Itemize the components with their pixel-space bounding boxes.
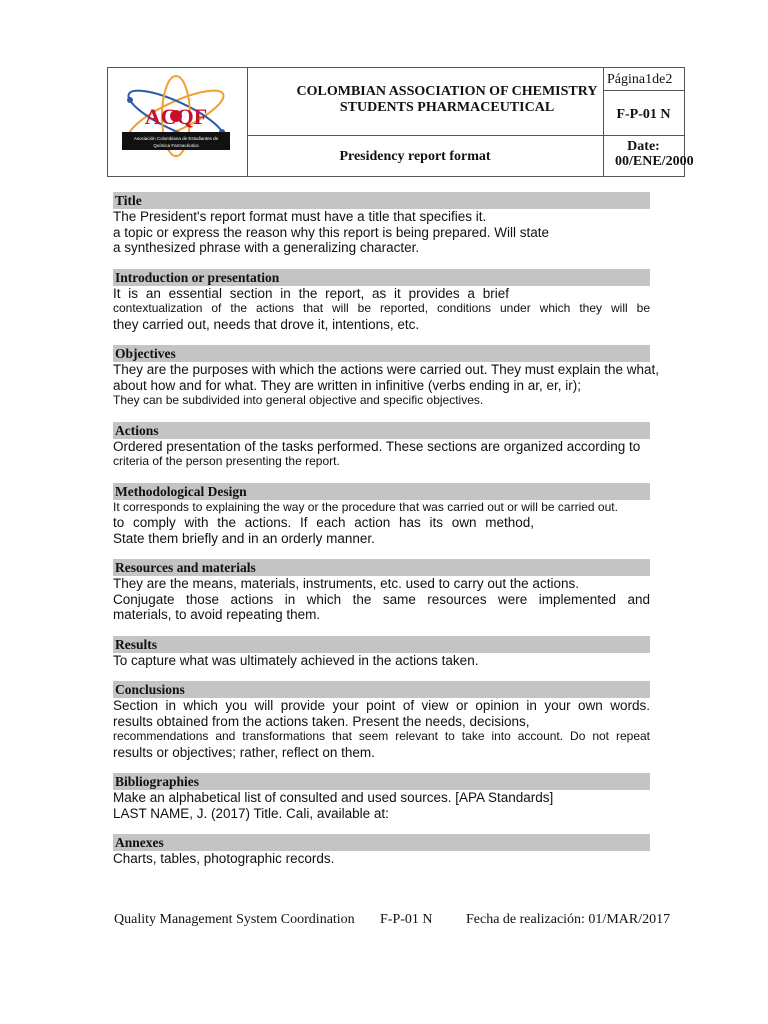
logo-cell — [108, 68, 248, 176]
section-text-line: They are the means, materials, instruments, etc. used to carry out the actions. — [113, 576, 579, 591]
section-text-line: Make an alphabetical list of consulted and used sources. [APA Standards] — [113, 790, 554, 805]
title-cell — [247, 68, 604, 136]
section-text-line: Ordered presentation of the tasks performed. These sections are organized according to — [113, 438, 641, 454]
section-introduction — [113, 269, 650, 333]
section-annexes — [113, 834, 650, 867]
section-text-line: results or objectives; rather, reflect on them. — [113, 744, 375, 760]
section-text-line: They are the purposes with which the actions were carried out. They must explain the what, — [113, 362, 660, 377]
section-objectives — [113, 345, 660, 409]
logo-caption-2: Química Farmacéutica — [153, 143, 199, 148]
document-header — [107, 67, 694, 177]
section-text-line: It is an essential section in the report, as it provides a brief — [113, 285, 509, 301]
footer-date: Fecha de realización: 01/MAR/2017 — [466, 912, 671, 927]
section-resources — [113, 559, 650, 623]
section-heading: Results — [113, 636, 650, 653]
section-text-line: a synthesized phrase with a generalizing character. — [113, 240, 420, 255]
association-logo — [108, 68, 247, 176]
date-value: 00/ENE/2000 — [615, 154, 694, 169]
date-cell — [603, 135, 694, 176]
section-text-line: Section in which you will provide your point of view or opinion in your own words. — [113, 698, 650, 713]
section-text-line: they carried out, needs that drove it, intentions, etc. — [113, 316, 420, 332]
section-heading: Bibliographies — [113, 773, 650, 790]
section-text-line: The President's report format must have a title that specifies it. — [113, 209, 487, 224]
section-heading: Actions — [113, 422, 650, 439]
section-heading: Resources and materials — [113, 559, 650, 576]
section-text-line: State them briefly and in an orderly manner. — [113, 530, 375, 546]
page-divider — [603, 90, 684, 91]
section-methodological-design — [113, 483, 650, 547]
organization-title: COLOMBIAN ASSOCIATION OF CHEMISTRY STUDENTS PHARMACEUTICAL — [296, 84, 598, 115]
section-actions — [113, 422, 650, 470]
section-text-line: criteria of the person presenting the report. — [113, 454, 340, 468]
document-body — [113, 192, 660, 880]
section-heading: Annexes — [113, 834, 650, 851]
subtitle-cell — [247, 135, 604, 176]
section-heading: Methodological Design — [113, 483, 650, 500]
section-heading: Introduction or presentation — [113, 269, 650, 286]
section-text-line: materials, to avoid repeating them. — [113, 607, 321, 622]
section-text-line: Conjugate those actions in which the same resources were implemented and — [113, 591, 650, 607]
section-bibliographies — [113, 773, 650, 821]
document-subtitle: Presidency report format — [339, 149, 491, 164]
section-text-line: to comply with the actions. If each action has its own method, — [113, 515, 534, 530]
section-text-line: about how and for what. They are written in infinitive (verbs ending in ar, er, ir); — [113, 377, 581, 393]
section-heading: Objectives — [113, 345, 650, 362]
section-text-line: It corresponds to explaining the way or the procedure that was carried out or will be carried out. — [113, 499, 618, 514]
code-cell — [603, 68, 684, 136]
section-text-line: To capture what was ultimately achieved in the actions taken. — [113, 652, 479, 668]
form-code: F-P-01 N — [616, 107, 671, 122]
section-results — [113, 636, 650, 669]
page-number-label: Página1de2 — [607, 72, 673, 87]
document-footer — [114, 912, 674, 930]
section-text-line: Charts, tables, photographic records. — [113, 851, 335, 866]
section-text-line: recommendations and transformations that seem relevant to take into account. Do not repeat — [113, 729, 650, 743]
footer-coordination: Quality Management System Coordination — [114, 912, 355, 927]
section-conclusions — [113, 681, 650, 760]
section-text-line: contextualization of the actions that will be reported, conditions under which they will be — [113, 301, 650, 315]
logo-caption-1: Asociación Colombiana de Estudiantes de — [133, 136, 219, 141]
section-heading: Title — [113, 192, 650, 209]
section-title — [113, 192, 650, 256]
date-label: Date: — [627, 139, 660, 154]
section-text-line: a topic or express the reason why this report is being prepared. Will state — [113, 224, 549, 240]
section-text-line: They can be subdivided into general objective and specific objectives. — [113, 393, 484, 407]
logo-text: ACQF — [144, 104, 208, 129]
section-heading: Conclusions — [113, 681, 650, 698]
footer-form-code: F-P-01 N — [380, 912, 433, 927]
section-text-line: results obtained from the actions taken. Present the needs, decisions, — [113, 713, 530, 729]
section-text-line: LAST NAME, J. (2017) Title. Cali, available at: — [113, 805, 389, 821]
